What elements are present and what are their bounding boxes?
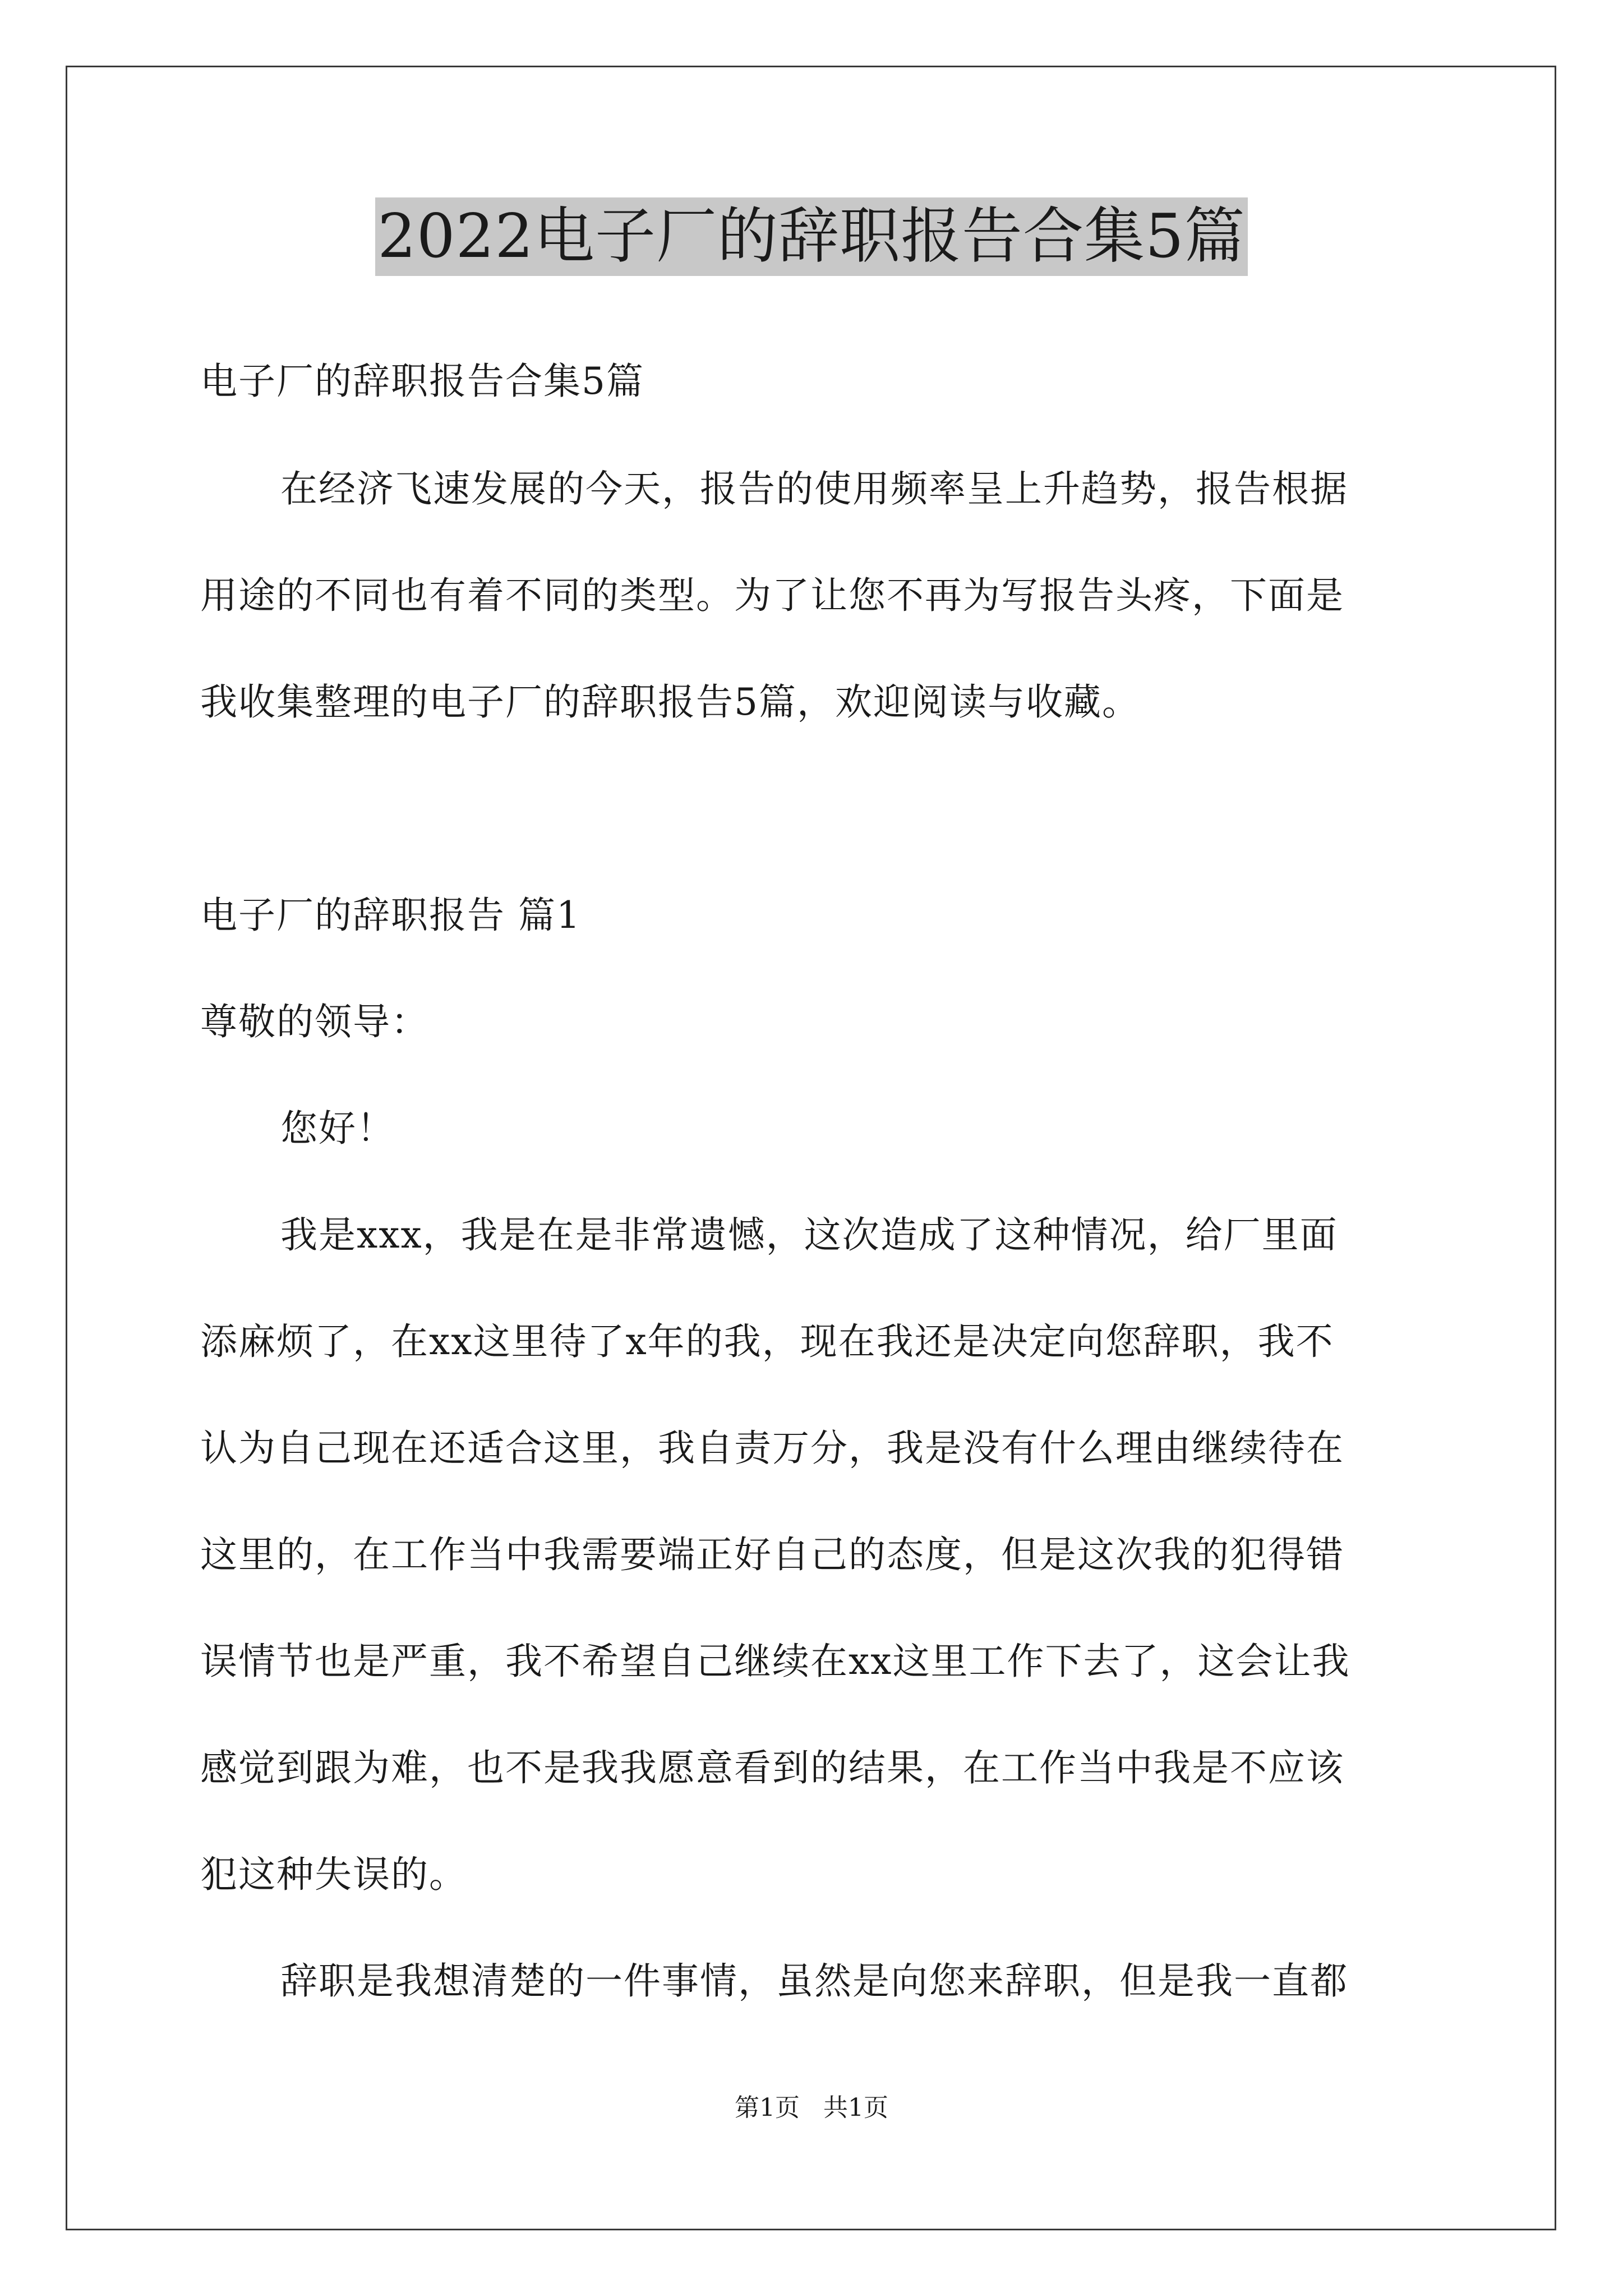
greeting: 您好！ (280, 1107, 395, 1150)
intro-line-2: 用途的不同也有着不同的类型。为了让您不再为写报告头疼，下面是 (200, 574, 1344, 617)
body-line-3: 认为自己现在还适合这里，我自责万分，我是没有什么理由继续待在 (200, 1427, 1344, 1470)
body-line-5: 误情节也是严重，我不希望自己继续在xx这里工作下去了，这会让我 (200, 1640, 1350, 1683)
document-title-text: 2022电子厂的辞职报告合集5篇 (375, 197, 1248, 276)
salutation: 尊敬的领导： (200, 1000, 429, 1043)
subtitle: 电子厂的辞职报告合集5篇 (200, 360, 644, 403)
body-line-1: 我是xxx，我是在是非常遗憾，这次造成了这种情况，给厂里面 (280, 1213, 1338, 1257)
section-heading: 电子厂的辞职报告 篇1 (200, 894, 581, 937)
intro-line-3: 我收集整理的电子厂的辞职报告5篇，欢迎阅读与收藏。 (200, 680, 1140, 724)
body-line-4: 这里的，在工作当中我需要端正好自己的态度，但是这次我的犯得错 (200, 1533, 1344, 1576)
body-line-6: 感觉到跟为难，也不是我我愿意看到的结果，在工作当中我是不应该 (200, 1746, 1344, 1789)
body-line-7: 犯这种失误的。 (200, 1853, 467, 1896)
document-title (0, 197, 1623, 276)
closing-line: 辞职是我想清楚的一件事情，虽然是向您来辞职，但是我一直都 (280, 1959, 1348, 2003)
intro-line-1: 在经济飞速发展的今天，报告的使用频率呈上升趋势，报告根据 (280, 467, 1348, 510)
page-number: 第1页 共1页 (735, 2093, 888, 2122)
body-line-2: 添麻烦了，在xx这里待了x年的我，现在我还是决定向您辞职，我不 (200, 1320, 1334, 1363)
